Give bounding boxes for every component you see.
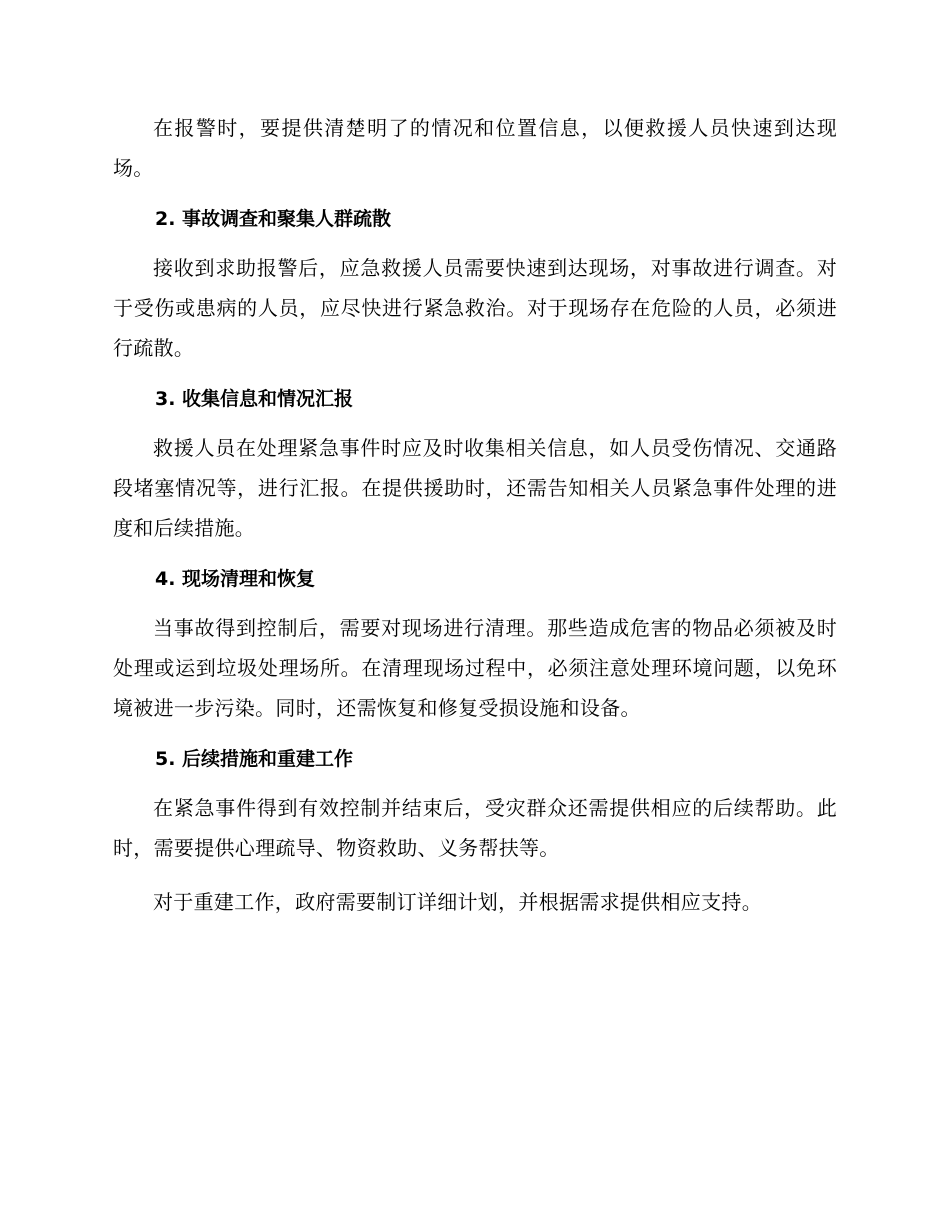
section-2-paragraph: 接收到求助报警后，应急救援人员需要快速到达现场，对事故进行调查。对于受伤或患病的人员，应尽快进行紧急救治。对于现场存在危险的人员，必须进行疏散。 (113, 256, 837, 360)
section-4-paragraph: 当事故得到控制后，需要对现场进行清理。那些造成危害的物品必须被及时处理或运到垃圾处理场所。在清理现场过程中，必须注意处理环境问题，以免环境被进一步污染。同时，还需恢复和修复受损设施和设备。 (113, 616, 837, 720)
section-5-paragraph-2: 对于重建工作，政府需要制订详细计划，并根据需求提供相应支持。 (153, 890, 762, 914)
section-heading-5: 5. 后续措施和重建工作 (155, 748, 354, 770)
document-body (113, 108, 837, 922)
section-heading-2: 2. 事故调查和聚集人群疏散 (155, 208, 392, 230)
section-heading-3: 3. 收集信息和情况汇报 (155, 388, 354, 410)
section-heading-4: 4. 现场清理和恢复 (155, 568, 316, 590)
intro-paragraph: 在报警时，要提供清楚明了的情况和位置信息，以便救援人员快速到达现场。 (113, 116, 837, 180)
section-5-paragraph-1: 在紧急事件得到有效控制并结束后，受灾群众还需提供相应的后续帮助。此时，需要提供心理疏导、物资救助、义务帮扶等。 (113, 796, 837, 860)
section-3-paragraph: 救援人员在处理紧急事件时应及时收集相关信息，如人员受伤情况、交通路段堵塞情况等，进行汇报。在提供援助时，还需告知相关人员紧急事件处理的进度和后续措施。 (113, 436, 837, 540)
